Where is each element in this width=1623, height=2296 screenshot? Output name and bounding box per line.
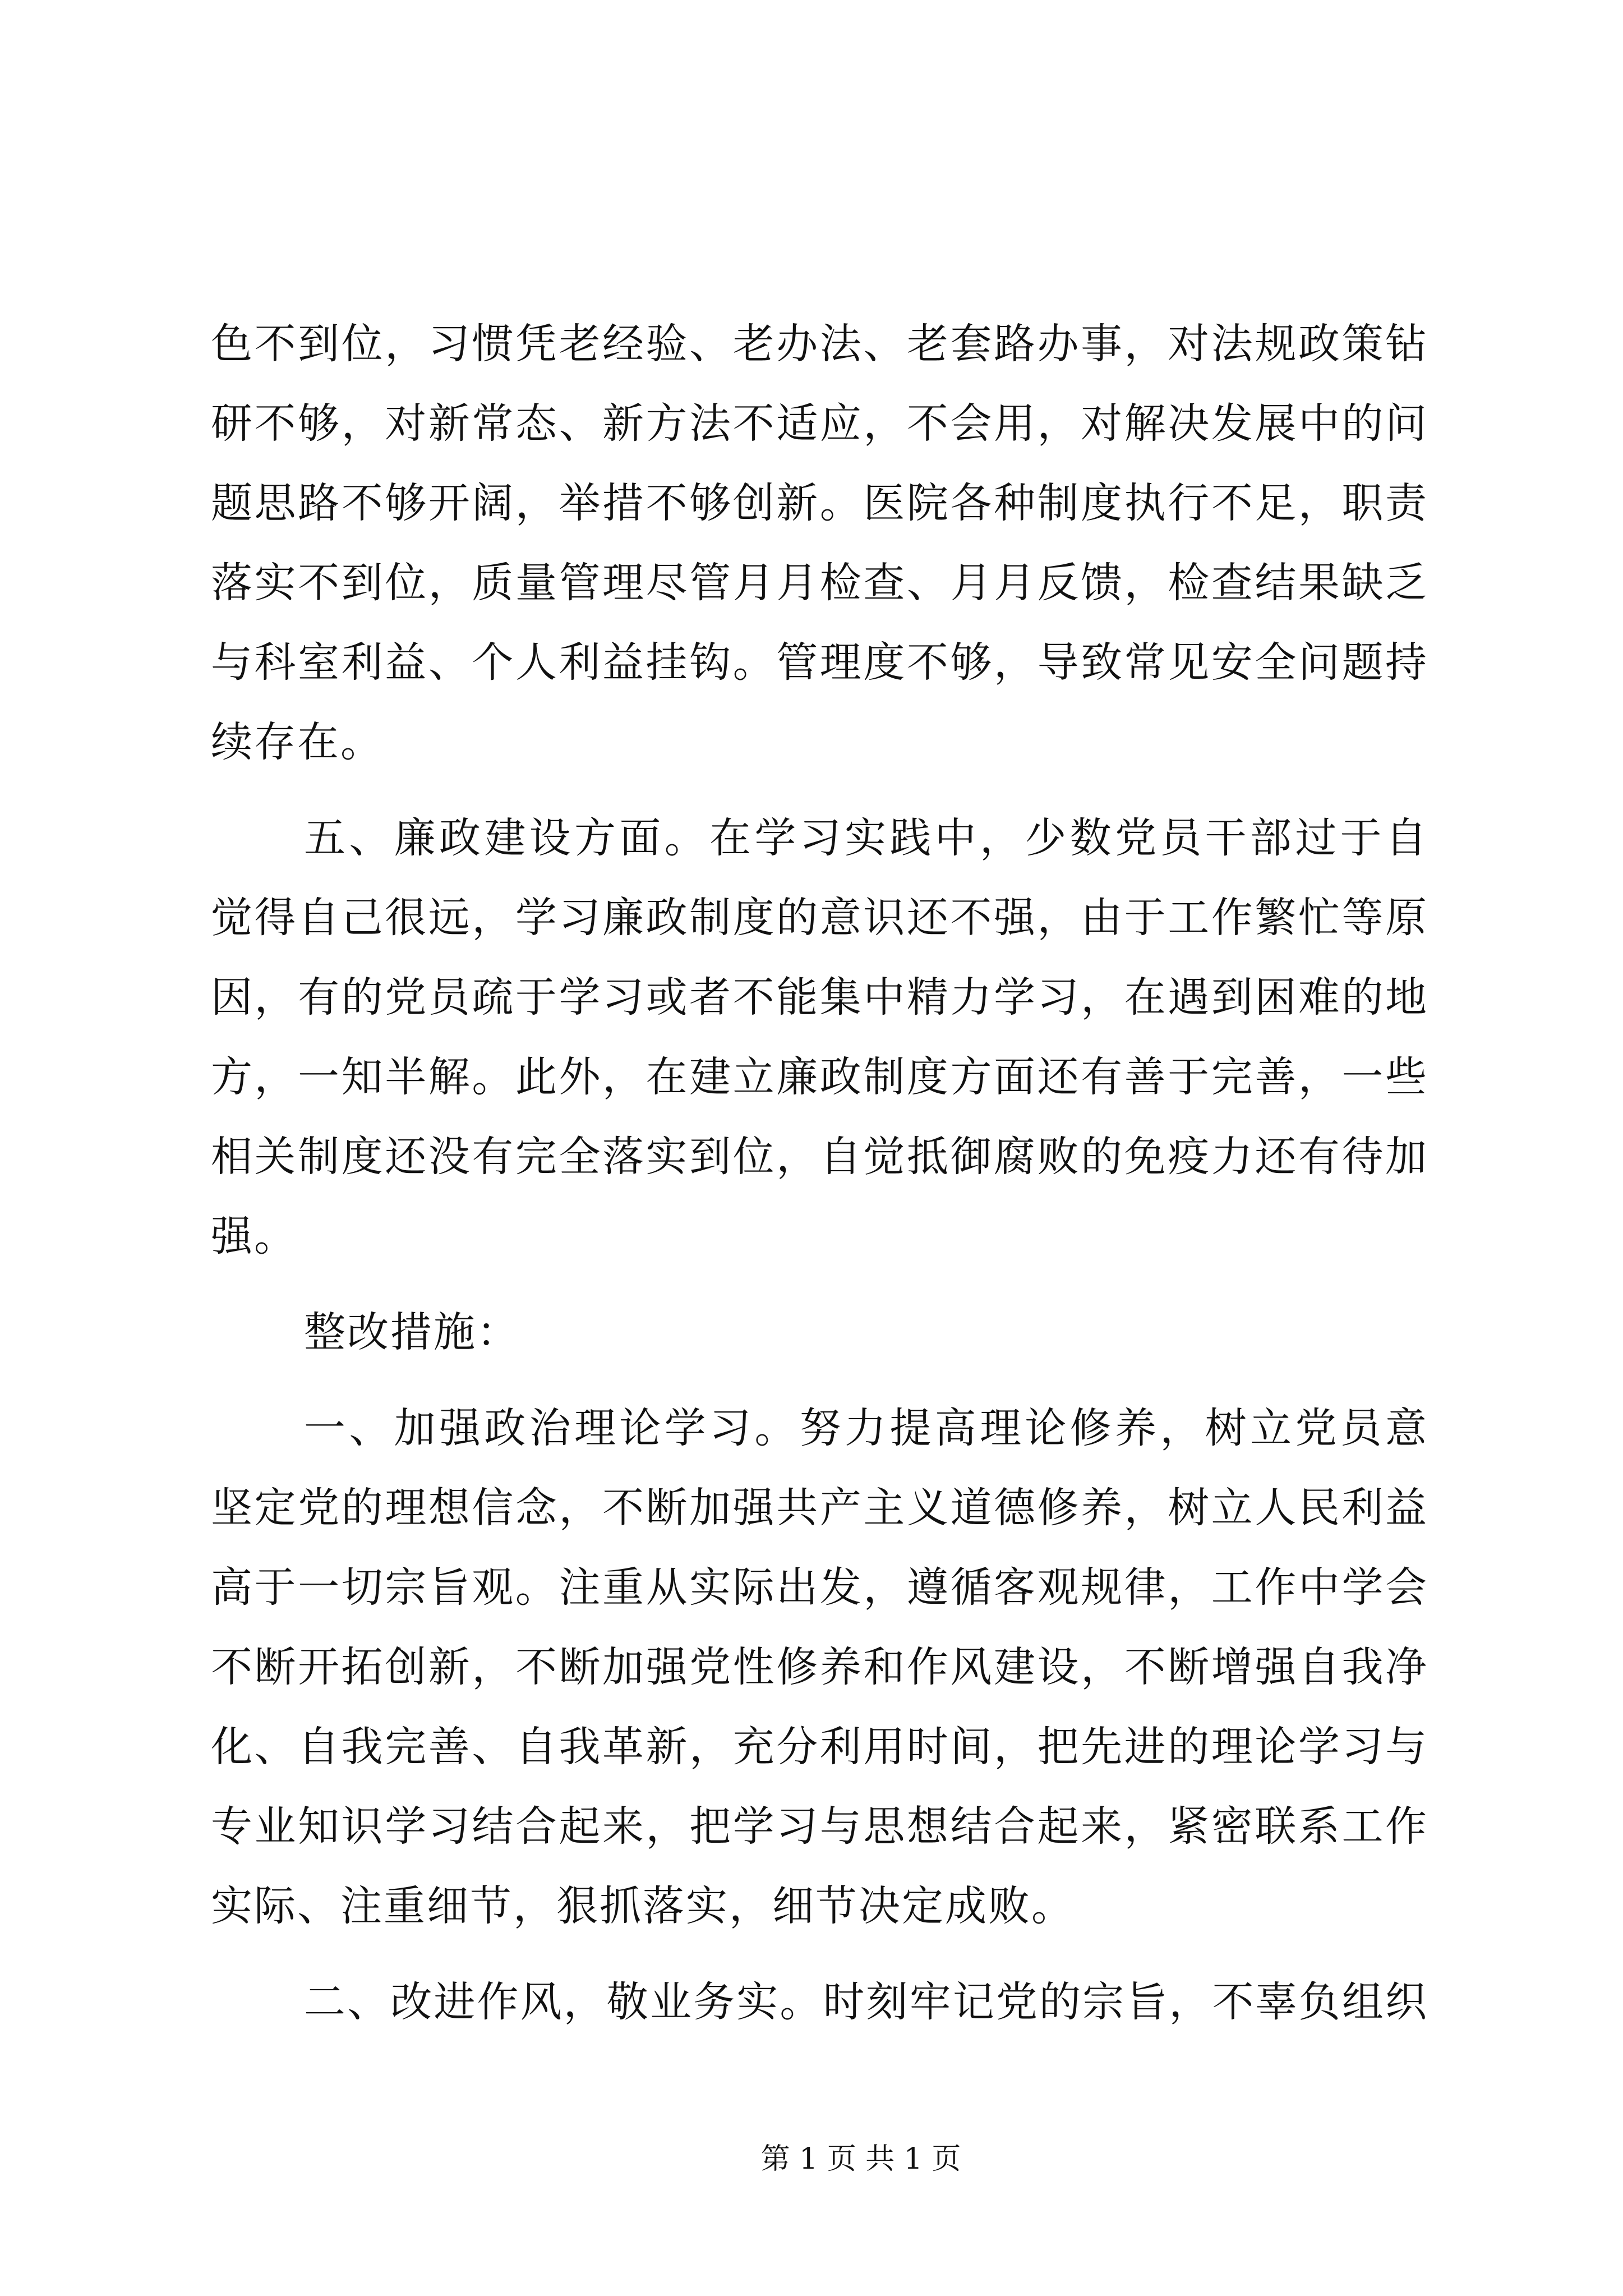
paragraph <box>211 304 1428 782</box>
text-line: 高于一切宗旨观。注重从实际出发，遵循客观规律，工作中学会 <box>211 1563 1428 1612</box>
section-heading <box>211 1292 1428 1372</box>
text-line: 续存在。 <box>211 718 384 766</box>
page-footer: 第 1 页 共 1 页 <box>760 2142 961 2176</box>
paragraph <box>211 798 1428 1276</box>
text-line: 相关制度还没有完全落实到位，自觉抵御腐败的免疫力还有待加 <box>211 1133 1428 1181</box>
text-line: 色不到位，习惯凭老经验、老办法、老套路办事，对法规政策钻 <box>211 320 1428 368</box>
text-line: 实际、注重细节，狠抓落实，细节决定成败。 <box>211 1882 1075 1930</box>
text-line: 因，有的党员疏于学习或者不能集中精力学习，在遇到困难的地 <box>211 973 1428 1022</box>
text-line: 落实不到位，质量管理尽管月月检查、月月反馈，检查结果缺乏 <box>211 559 1428 607</box>
text-line: 强。 <box>211 1212 297 1260</box>
text-line: 与科室利益、个人利益挂钩。管理度不够，导致常见安全问题持 <box>211 638 1428 687</box>
text-line: 整改措施： <box>304 1308 520 1356</box>
text-line: 坚定党的理想信念，不断加强共产主义道德修养，树立人民利益 <box>211 1484 1428 1532</box>
text-line: 五、廉政建设方面。在学习实践中，少数党员干部过于自 <box>304 814 1428 862</box>
text-line: 研不够，对新常态、新方法不适应，不会用，对解决发展中的问 <box>211 399 1428 448</box>
paragraph <box>211 1388 1428 1946</box>
text-line: 专业知识学习结合起来，把学习与思想结合起来，紧密联系工作 <box>211 1802 1428 1851</box>
document-body <box>211 304 1428 2042</box>
text-line: 不断开拓创新，不断加强党性修养和作风建设，不断增强自我净 <box>211 1643 1428 1691</box>
text-line: 题思路不够开阔，举措不够创新。医院各种制度执行不足，职责 <box>211 479 1428 527</box>
text-line: 二、改进作风，敬业务实。时刻牢记党的宗旨，不辜负组织 <box>304 1978 1428 2026</box>
text-line: 方，一知半解。此外，在建立廉政制度方面还有善于完善，一些 <box>211 1053 1428 1101</box>
paragraph <box>211 1962 1428 2042</box>
text-line: 一、加强政治理论学习。努力提高理论修养，树立党员意 <box>304 1404 1428 1452</box>
text-line: 觉得自己很远，学习廉政制度的意识还不强，由于工作繁忙等原 <box>211 894 1428 942</box>
text-line: 化、自我完善、自我革新，充分利用时间，把先进的理论学习与 <box>211 1723 1428 1771</box>
